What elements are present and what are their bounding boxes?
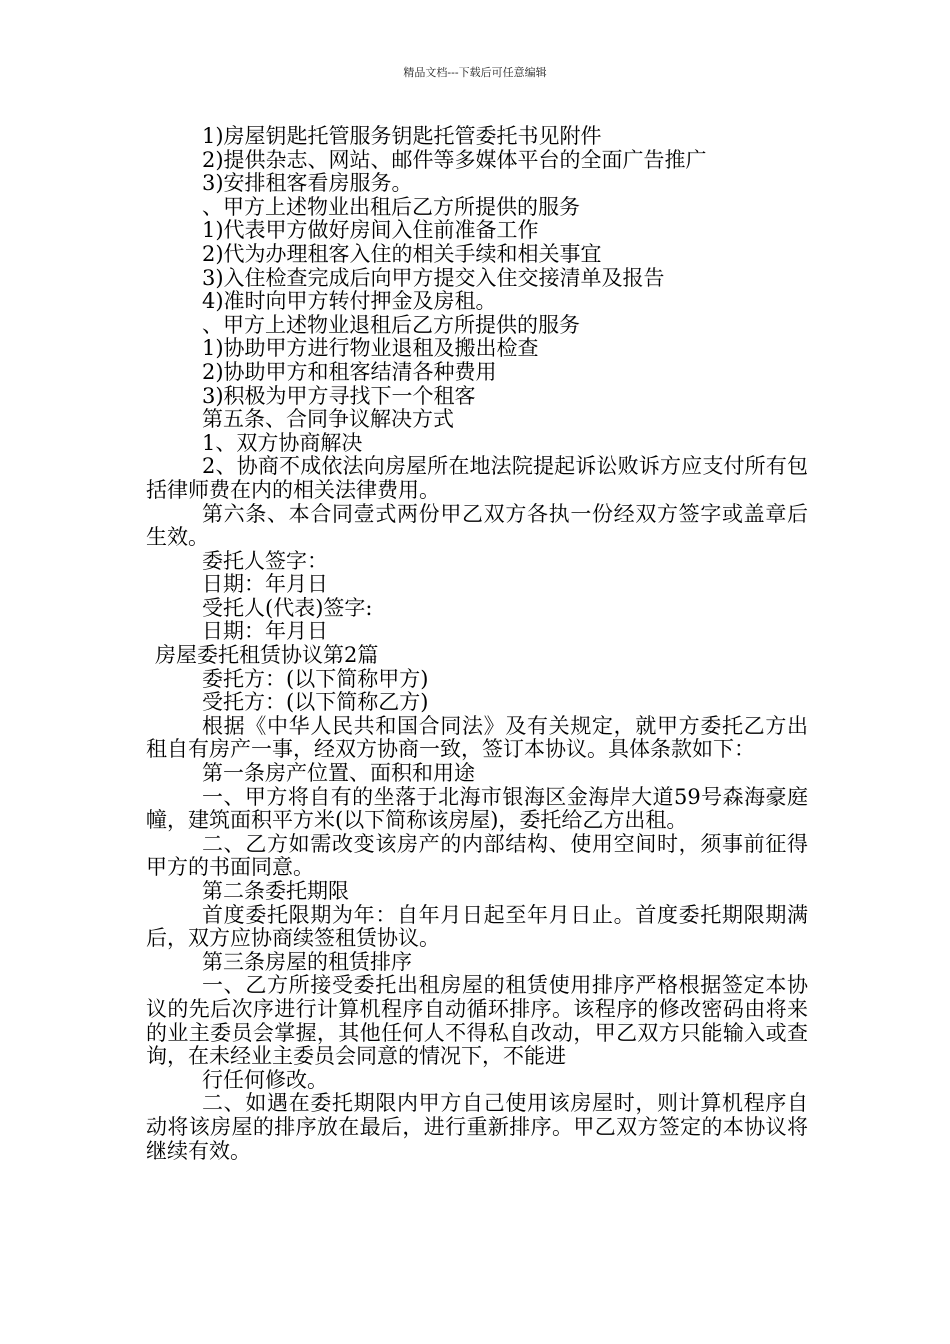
paragraph-after-vacate-heading: 、甲方上述物业退租后乙方所提供的服务 [202, 312, 580, 337]
paragraph-service-viewing: 3)安排租客看房服务。 [202, 171, 413, 196]
party-agent: 受托方：(以下简称乙方) [202, 690, 429, 715]
paragraph-after-rent-heading: 、甲方上述物业出租后乙方所提供的服务 [202, 194, 580, 219]
article-5-heading: 第五条、合同争议解决方式 [202, 407, 454, 432]
paragraph-service-advertising: 2)提供杂志、网站、邮件等多媒体平台的全面广告推广 [202, 147, 707, 172]
party-principal: 委托方：(以下简称甲方) [202, 666, 429, 691]
paragraph-after-rent-item-4: 4)准时向甲方转付押金及房租。 [202, 289, 497, 314]
article-2-heading: 第二条委托期限 [202, 879, 349, 903]
article-3-clause-1: 一、乙方所接受委托出租房屋的租赁使用排序严格根据签定本协议的先后次序进行计算机程序自动循环排序。该程序的修改密码由将来的业主委员会掌握，其他任何人不得私自改动，甲乙双方只能输入或查询，在未经业主委员会同意的情况下，不能进 [146, 973, 808, 1069]
section-title-part-2: 房屋委托租赁协议第2篇 [155, 643, 379, 668]
paragraph-after-rent-item-2: 2)代为办理租客入住的相关手续和相关事宜 [202, 241, 602, 266]
article-5-clause-1: 1、双方协商解决 [202, 430, 363, 455]
paragraph-after-vacate-item-1: 1)协助甲方进行物业退租及搬出检查 [202, 336, 539, 361]
article-5-clause-2: 2、协商不成依法向房屋所在地法院提起诉讼败诉方应支付所有包括律师费在内的相关法律费用。 [146, 454, 808, 502]
page-header: 精品文档---下载后可任意编辑 [403, 66, 547, 79]
article-3-heading: 第三条房屋的租赁排序 [202, 949, 412, 974]
article-2-clause: 首度委托限期为年：自年月日起至年月日止。首度委托期限期满后，双方应协商续签租赁协议。 [146, 902, 808, 951]
principal-signature: 委托人签字： [202, 548, 328, 573]
agent-signature: 受托人(代表)签字: [202, 595, 373, 620]
agent-date: 日期：年月日 [202, 619, 328, 644]
document-body [146, 125, 808, 1163]
article-1-clause-2: 二、乙方如需改变该房产的内部结构、使用空间时，须事前征得甲方的书面同意。 [146, 831, 808, 880]
paragraph-after-rent-item-3: 3)入住检查完成后向甲方提交入住交接清单及报告 [202, 265, 665, 290]
article-1-heading: 第一条房产位置、面积和用途 [202, 761, 475, 786]
paragraph-after-vacate-item-3: 3)积极为甲方寻找下一个租客 [202, 383, 476, 408]
principal-date: 日期：年月日 [202, 572, 328, 597]
article-1-clause-1: 一、甲方将自有的坐落于北海市银海区金海岸大道59号森海豪庭幢，建筑面积平方米(以下简称该房屋)，委托给乙方出租。 [146, 784, 808, 833]
article-6-clause: 第六条、本合同壹式两份甲乙双方各执一份经双方签字或盖章后生效。 [146, 501, 808, 550]
article-3-clause-2: 二、如遇在委托期限内甲方自己使用该房屋时，则计算机程序自动将该房屋的排序放在最后，进行重新排序。甲乙双方签定的本协议将继续有效。 [146, 1091, 808, 1163]
paragraph-after-vacate-item-2: 2)协助甲方和租客结清各种费用 [202, 359, 497, 384]
article-3-clause-1-continued: 行任何修改。 [202, 1067, 328, 1092]
preamble-paragraph: 根据《中华人民共和国合同法》及有关规定，就甲方委托乙方出租自有房产一事，经双方协商一致，签订本协议。具体条款如下： [146, 713, 808, 762]
paragraph-service-key-custody: 1)房屋钥匙托管服务钥匙托管委托书见附件 [202, 124, 602, 148]
paragraph-after-rent-item-1: 1)代表甲方做好房间入住前准备工作 [202, 218, 539, 243]
